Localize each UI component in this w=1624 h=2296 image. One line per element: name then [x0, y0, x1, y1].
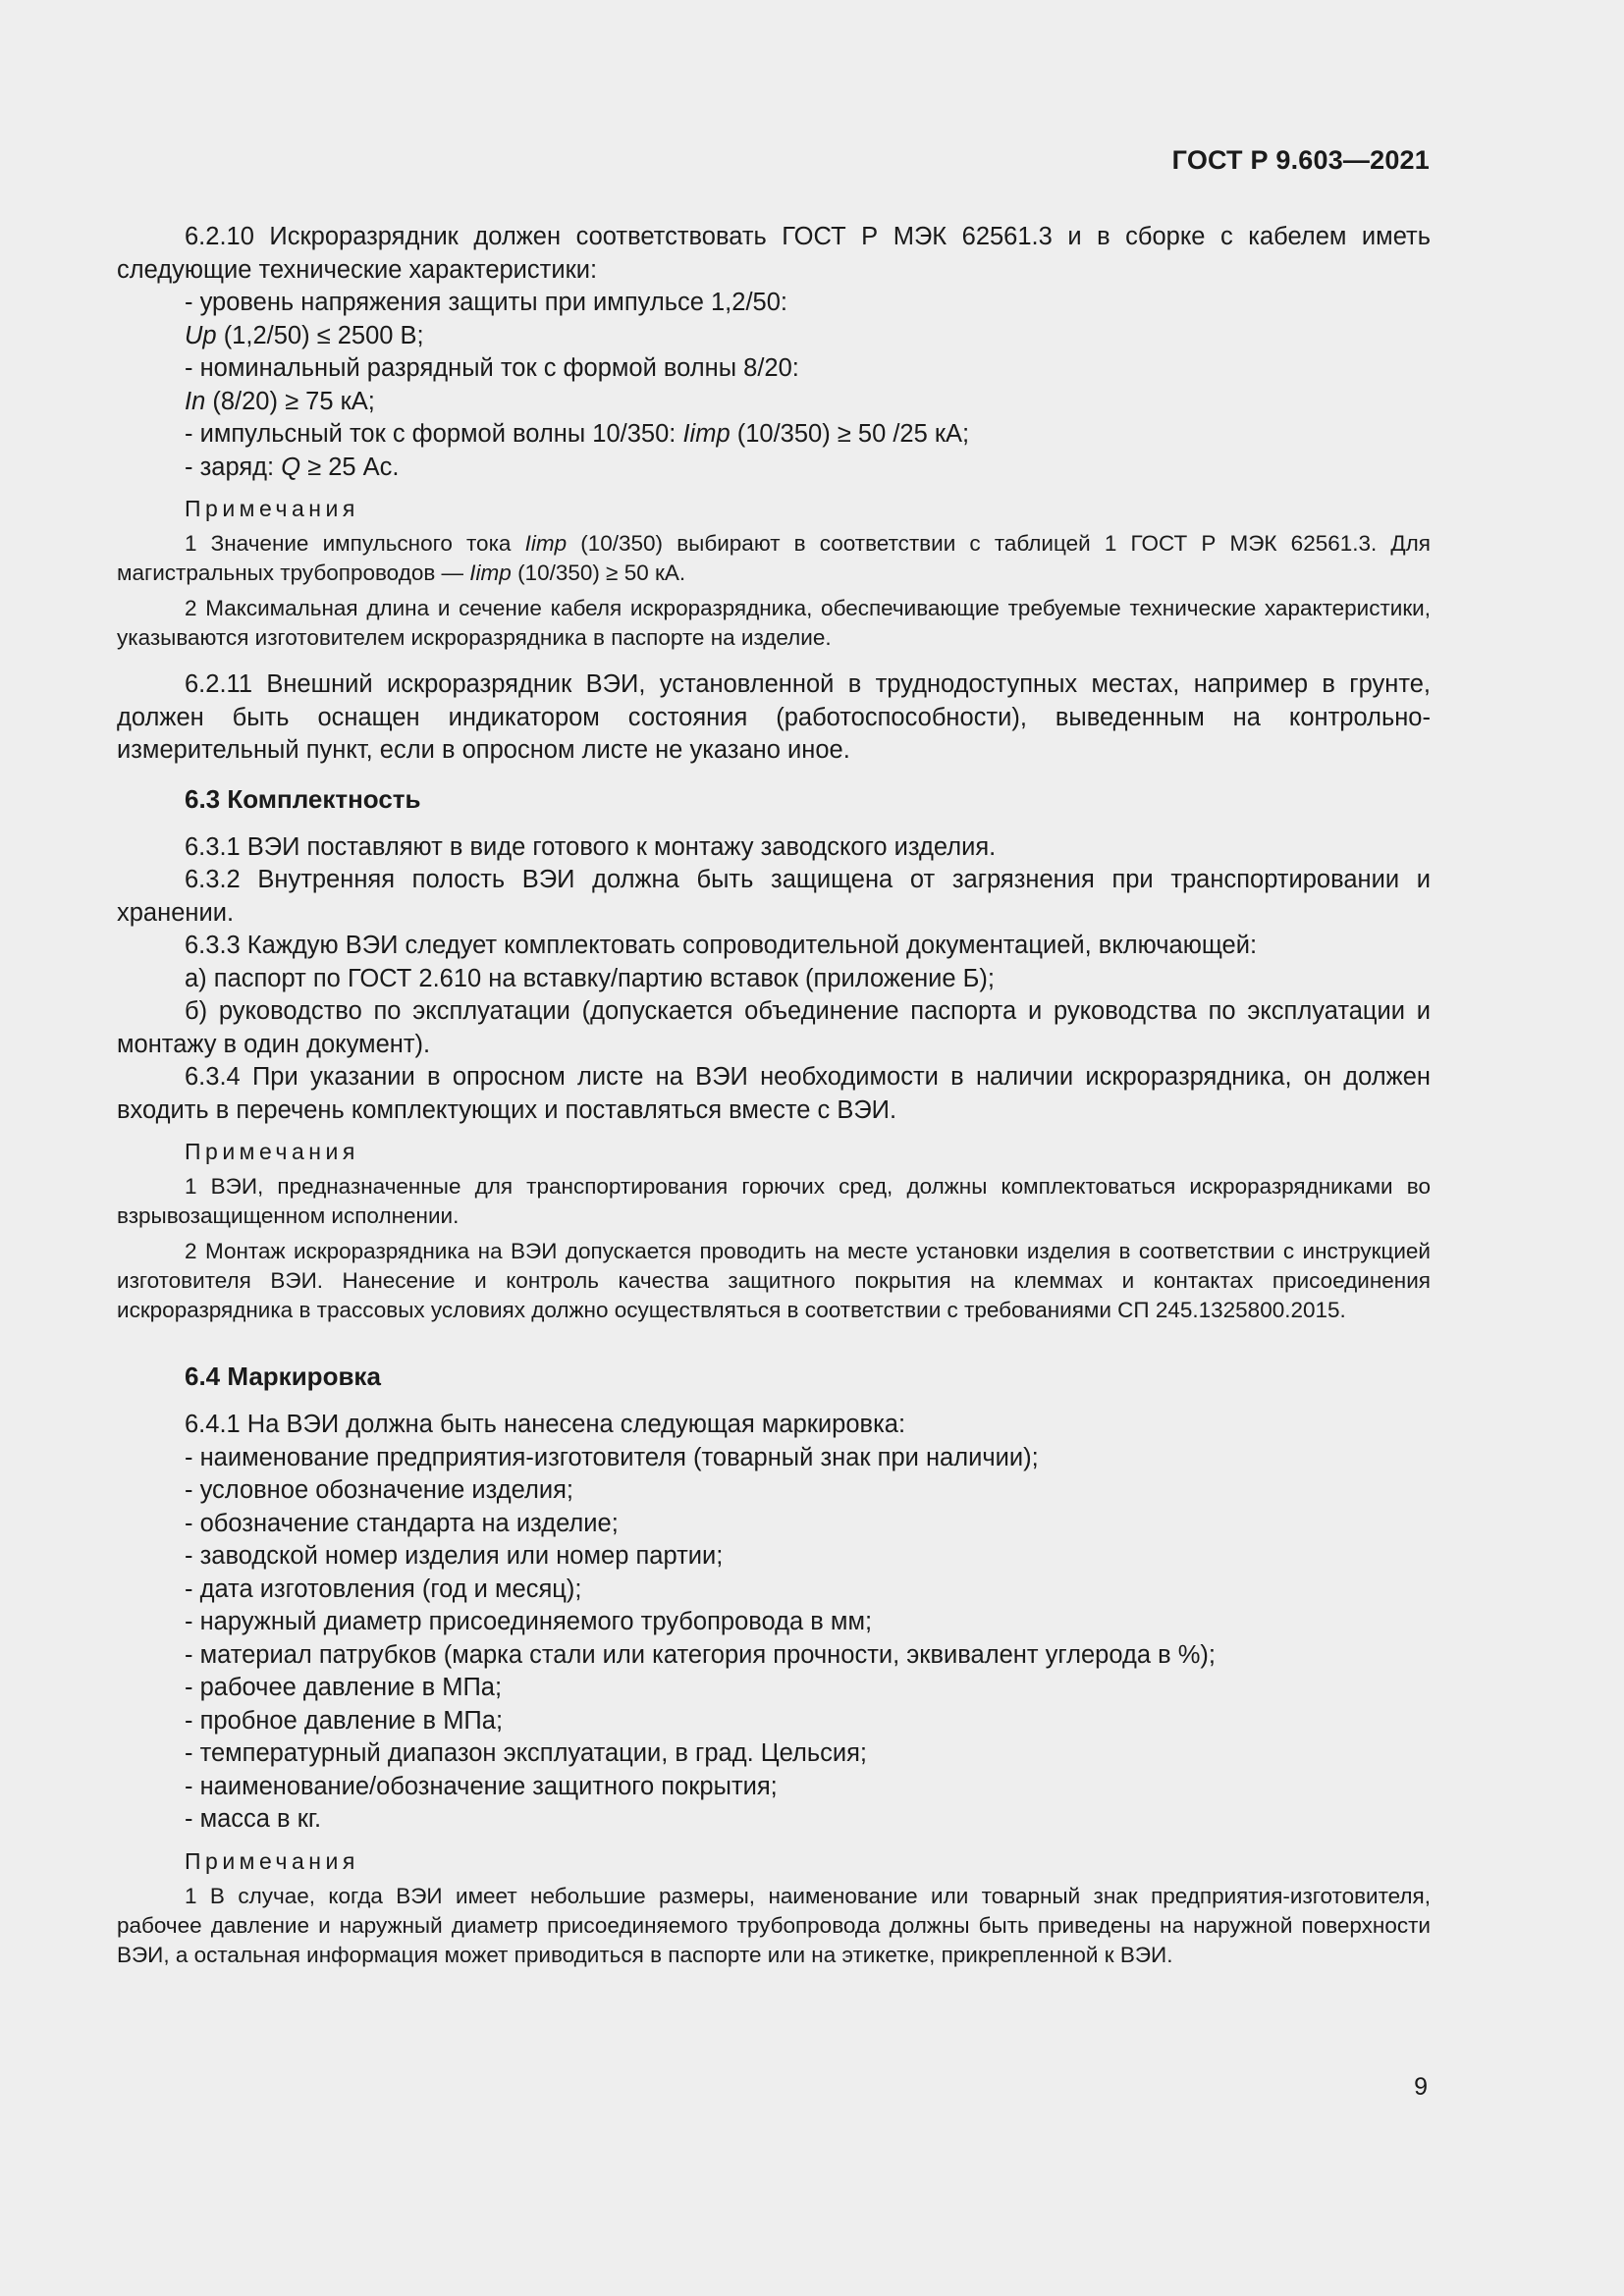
clause-6-3-1: 6.3.1 ВЭИ поставляют в виде готового к монтажу заводского изделия. — [185, 832, 997, 861]
clause-6-2-10: 6.2.10 Искроразрядник должен соответствовать ГОСТ Р МЭК 62561.3 и в сборке с кабелем иметь следующие технические характеристики: — [117, 223, 1431, 284]
list-item-text: ≥ 25 Ас. — [300, 453, 400, 481]
list-item: - обозначение стандарта на изделие; — [185, 1509, 619, 1537]
note-1 — [117, 529, 1431, 588]
symbol-iimp: Iimp — [469, 561, 512, 585]
page-content — [117, 221, 1431, 1970]
clause-6-3-4: 6.3.4 При указании в опросном листе на ВЭИ необходимости в наличии искроразрядника, он должен входить в перечень комплектующих и поставляться вместе с ВЭИ. — [117, 1063, 1431, 1124]
symbol-iimp: Iimp — [524, 531, 568, 556]
list-item-b: б) руководство по эксплуатации (допускается объединение паспорта и руководства по эксплуатации и монтажу в один документ). — [117, 997, 1431, 1058]
list-item: - наименование предприятия-изготовителя (товарный знак при наличии); — [185, 1443, 1039, 1471]
notes-heading: Примечания — [185, 496, 359, 521]
note-2: 2 Максимальная длина и сечение кабеля искроразрядника, обеспечивающие требуемые технические характеристики, указываются изготовителем искроразрядника в паспорте на изделие. — [117, 596, 1431, 650]
page-number: 9 — [1414, 2073, 1428, 2101]
list-item — [117, 452, 1431, 485]
formula-in — [117, 386, 1431, 419]
list-item: - заводской номер изделия или номер партии; — [185, 1542, 724, 1570]
list-item-text: (10/350) ≥ 50 /25 кА; — [730, 420, 970, 448]
document-id: ГОСТ Р 9.603—2021 — [1171, 145, 1430, 175]
list-item-text: - импульсный ток с формой волны 10/350: — [185, 420, 683, 448]
list-item: - номинальный разрядный ток с формой волны 8/20: — [185, 354, 799, 382]
list-item: - дата изготовления (год и месяц); — [185, 1575, 582, 1603]
note-text: 1 Значение импульсного тока — [185, 531, 525, 556]
section-heading-6-4: 6.4 Маркировка — [185, 1362, 381, 1391]
list-item: - наружный диаметр присоединяемого трубопровода в мм; — [185, 1608, 873, 1635]
symbol-up: Up — [185, 321, 217, 349]
list-item: - наименование/обозначение защитного покрытия; — [185, 1772, 778, 1800]
formula-value: (8/20) ≥ 75 кА; — [205, 387, 375, 415]
note-1: 1 В случае, когда ВЭИ имеет небольшие размеры, наименование или товарный знак предприятия-изготовителя, рабочее давление и наружный диаметр присоединяемого трубопровода должны быть приведены на наружной поверхности ВЭИ, а остальная информация может приводиться в паспорте или на этикетке, прикрепленной к ВЭИ. — [117, 1883, 1431, 1967]
clause-6-4-1: 6.4.1 На ВЭИ должна быть нанесена следующая маркировка: — [185, 1411, 906, 1438]
notes-heading: Примечания — [185, 1139, 359, 1164]
list-item-text: - заряд: — [185, 453, 282, 481]
note-text: (10/350) выбирают в соответствии с таблицей 1 ГОСТ Р МЭК 62561.3. Для магистральных трубопроводов — — [117, 531, 1431, 585]
clause-6-3-2: 6.3.2 Внутренняя полость ВЭИ должна быть защищена от загрязнения при транспортировании и хранении. — [117, 866, 1431, 927]
clause-6-2-11: 6.2.11 Внешний искроразрядник ВЭИ, установленной в труднодоступных местах, например в грунте, должен быть оснащен индикатором состояния (работоспособности), выведенным на контрольно-измерительный пункт, если в опросном листе не указано иное. — [117, 670, 1431, 764]
symbol-in: In — [185, 387, 206, 415]
clause-6-3-3: 6.3.3 Каждую ВЭИ следует комплектовать сопроводительной документацией, включающей: — [185, 932, 1258, 959]
list-item — [117, 418, 1431, 452]
list-item: - уровень напряжения защиты при импульсе 1,2/50: — [185, 289, 787, 316]
note-text: (10/350) ≥ 50 кА. — [511, 561, 686, 585]
list-item: - рабочее давление в МПа; — [185, 1674, 503, 1701]
list-item: - температурный диапазон эксплуатации, в град. Цельсия; — [185, 1739, 867, 1767]
symbol-iimp: Iimp — [682, 420, 731, 448]
notes-heading: Примечания — [185, 1847, 359, 1874]
section-heading-6-3: 6.3 Комплектность — [185, 783, 421, 814]
note-1: 1 ВЭИ, предназначенные для транспортирования горючих сред, должны комплектоваться искроразрядниками во взрывозащищенном исполнении. — [117, 1174, 1431, 1228]
list-item: - условное обозначение изделия; — [185, 1476, 573, 1504]
list-item: - материал патрубков (марка стали или категория прочности, эквивалент углерода в %); — [185, 1640, 1216, 1669]
list-item: - масса в кг. — [185, 1805, 322, 1833]
note-2: 2 Монтаж искроразрядника на ВЭИ допускается проводить на месте установки изделия в соответствии с инструкцией изготовителя ВЭИ. Нанесение и контроль качества защитного покрытия на клеммах и контактах присоединения искроразрядника в трассовых условиях должно осуществляться в соответствии с требованиями СП 245.1325800.2015. — [117, 1239, 1431, 1322]
list-item: - пробное давление в МПа; — [185, 1706, 504, 1735]
symbol-q: Q — [281, 453, 301, 481]
formula-value: (1,2/50) ≤ 2500 В; — [216, 321, 424, 349]
formula-up — [117, 320, 1431, 353]
list-item-a: а) паспорт по ГОСТ 2.610 на вставку/партию вставок (приложение Б); — [185, 964, 995, 992]
